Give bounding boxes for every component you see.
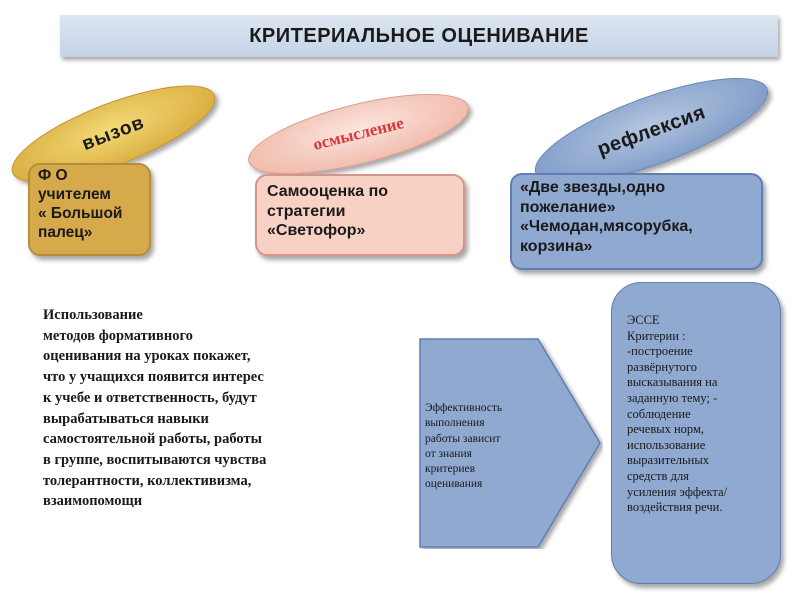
essay-line: воздействия речи. [627, 500, 723, 515]
method-line: Ф О [38, 167, 68, 184]
method-line: « Большой [38, 204, 123, 222]
stage-label-osmyslenie: осмысление [311, 113, 406, 154]
method-line: пожелание» [520, 198, 616, 216]
method-line: «Две звезды,одно [520, 179, 666, 196]
arrow-line: оценивания [425, 478, 483, 491]
description-paragraph [43, 305, 373, 512]
method-line: палец» [38, 223, 93, 241]
arrow-line: работы зависит [425, 432, 501, 445]
title-banner [60, 15, 778, 57]
paragraph-line: методов формативного [43, 327, 193, 344]
essay-line: средств для [627, 468, 689, 483]
paragraph-line: в группе, воспитываются чувства [43, 451, 267, 468]
method-box-svetofor [255, 174, 465, 256]
arrow-line: Эффективность [425, 402, 503, 414]
essay-line: -построение [627, 344, 693, 359]
arrow-line: от знания [425, 447, 472, 460]
paragraph-line: самостоятельной работы, работы [43, 431, 262, 448]
paragraph-line: взаимопомощи [43, 493, 143, 510]
arrow-text [425, 401, 545, 493]
method-box-fo [28, 163, 151, 256]
stage-label-vyzov: вызов [79, 112, 148, 156]
essay-line: высказывания на [627, 375, 718, 390]
method-line: учителем [38, 185, 111, 203]
essay-line: речевых норм, [627, 422, 705, 437]
essay-line: развёрнутого [627, 359, 697, 374]
method-line: стратегии [267, 202, 346, 220]
paragraph-line: что у учащихся появится интерес [43, 369, 264, 386]
essay-line: соблюдение [627, 406, 691, 421]
essay-line: Критерии : [627, 328, 686, 343]
essay-line: заданную тему; - [627, 390, 718, 405]
method-line: «Светофор» [267, 222, 366, 240]
essay-line: ЭССЕ [627, 313, 660, 327]
stage-label-refleksiya: рефлексия [594, 100, 709, 161]
arrow-line: выполнения [425, 417, 485, 430]
essay-line: выразительных [627, 453, 710, 468]
page-title: КРИТЕРИАЛЬНОЕ ОЦЕНИВАНИЕ [249, 24, 589, 47]
essay-line: использование [627, 437, 706, 452]
paragraph-line: оценивания на уроках покажет, [43, 348, 251, 365]
arrow-line: критериев [425, 463, 476, 476]
paragraph-line: к учебе и ответственность, будут [43, 389, 257, 406]
paragraph-line: вырабатываться навыки [43, 410, 209, 427]
method-line: «Чемодан,мясорубка, [520, 218, 693, 236]
method-line: корзина» [520, 237, 593, 255]
method-box-dve-zvezdy [510, 173, 763, 270]
essay-line: усиления эффекта/ [627, 484, 728, 499]
paragraph-line: Использование [43, 307, 143, 323]
essay-criteria-text [627, 313, 777, 516]
paragraph-line: толерантности, коллективизма, [43, 472, 252, 489]
method-line: Самооценка по [267, 183, 389, 200]
